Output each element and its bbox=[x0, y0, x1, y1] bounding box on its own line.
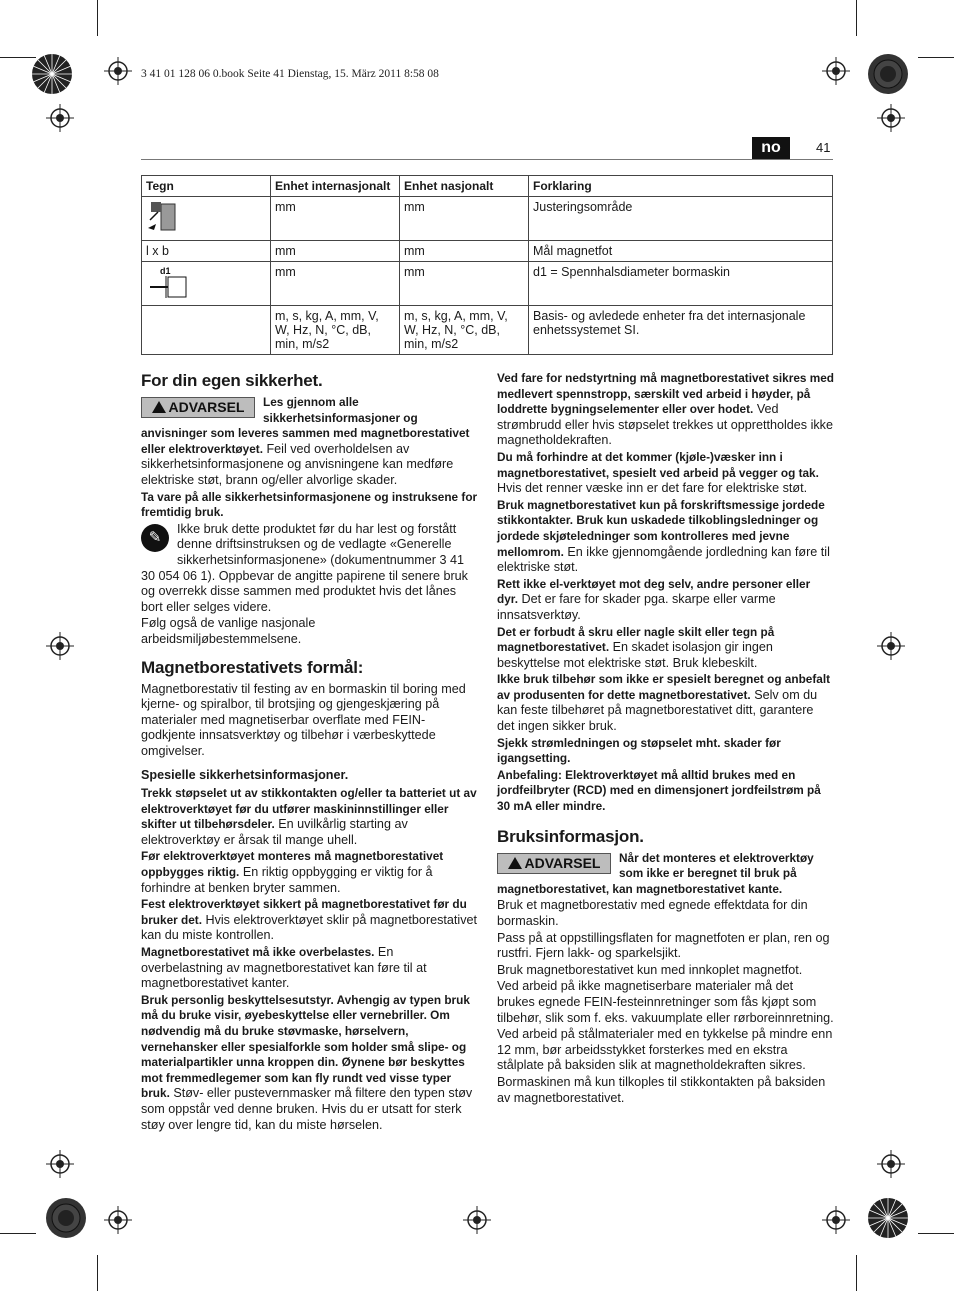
section-heading-purpose: Magnetborestativets formål: bbox=[141, 657, 364, 677]
paragraph: Magnetborestativ til festing av en bormaskin til boring med kjerne- og spiralbor, til brotsjing og gjengeskjæring på materialer med magnetiserbar overflate med FEIN-godkjente innsatsverktøy og tilbehør i værbeskyttede omgivelser. bbox=[141, 681, 466, 758]
warning-triangle-icon bbox=[152, 401, 166, 413]
warning-badge: ADVARSEL bbox=[497, 853, 611, 874]
table-cell: mm bbox=[271, 197, 400, 241]
read-instructions-paragraph: ✎ Ikke bruk dette produktet før du har lest og forstått denne driftsinstruksen og de vedlagte «Generelle sikkerhetsinformasjonene» (dokumentnummer 3 41 30 054 06 1). Oppbevar de angitte papirene til senere bruk og overrekk disse sammen med produktet hvis det lånes bort eller selges videre. bbox=[141, 521, 468, 614]
table-cell: Basis- og avledede enheter fra det internasjonale enhetssystemet SI. bbox=[529, 306, 833, 355]
registration-crosshair-icon bbox=[877, 632, 905, 660]
table-cell: Mål magnetfot bbox=[529, 241, 833, 262]
paragraph: Bormaskinen må kun tilkoples til stikkontakten på baksiden av magnetborestativet. bbox=[497, 1074, 826, 1105]
right-column bbox=[497, 371, 834, 1107]
table-header: Forklaring bbox=[529, 176, 833, 197]
registration-crosshair-icon bbox=[104, 57, 132, 85]
registration-crosshair-icon bbox=[104, 1206, 132, 1234]
table-header: Tegn bbox=[142, 176, 271, 197]
paragraph: Bruk et magnetborestativ med egnede effektdata for din bormaskin. bbox=[497, 898, 808, 928]
paragraph: Sjekk strømledningen og støpselet mht. skader før igangsetting. bbox=[497, 735, 781, 766]
paragraph: Før elektroverktøyet monteres må magnetborestativet oppbygges riktig. En riktig oppbygging er viktig for å forhindre at benken bryter sammen. bbox=[141, 849, 444, 895]
paragraph: Bruk personlig beskyttelsesutstyr. Avhengig av typen bruk må du bruke visir, øyebeskyttelse eller vernebriller. Om nødvendig må du bruke støvmaske, hørselvern, vernehansker eller spesialforkle som holder små slipe- og materialpartikler unna kroppen din. Øynene bør beskyttes mot fremmedlegemer som kan fly rundt ved visse typer bruk. Støv- eller pustevernmasker må filtere den typen støv som oppstår ved denne bruken. Hvis du er utsatt for sterk støy over lengre tid, kan du miste hørselen. bbox=[141, 992, 473, 1132]
paragraph: Pass på at oppstillingsflaten for magnetfoten er plan, ren og rustfri. Fjern lakk- og sparkelsjikt. bbox=[497, 930, 830, 961]
registration-crosshair-icon bbox=[463, 1206, 491, 1234]
paragraph: Ta vare på alle sikkerhetsinformasjonene og instruksene for fremtidig bruk. bbox=[141, 489, 478, 520]
warning-paragraph: ADVARSEL Når det monteres et elektroverktøy som ikke er beregnet til bruk på magnetborestativet, kan magnetborestativet kante. bbox=[497, 850, 814, 896]
paragraph: Trekk støpselet ut av stikkontakten og/eller ta batteriet ut av elektroverktøyet før du utfører maskininnstillinger eller skifter ut tilbehørsdeler. En uvilkårlig starting av elektroverktøy er årsak til mange uhell. bbox=[141, 786, 477, 847]
section-heading-usage: Bruksinformasjon. bbox=[497, 826, 644, 846]
table-header: Enhet internasjonalt bbox=[271, 176, 400, 197]
paragraph: Anbefaling: Elektroverktøyet må alltid brukes med en jordfeilbryter (RCD) med en dimensjonert jordfeilstrøm på 30 mA eller mindre. bbox=[497, 767, 821, 814]
adjustment-range-icon bbox=[146, 200, 180, 234]
paragraph: Ved arbeid på ikke magnetiserbare materialer må det brukes egnede FEIN-festeinnretninger som fås kjøpt som tilbehør, slik som f. eks. vakuumplate eller rørboreinnretning. bbox=[497, 979, 834, 1025]
registration-crosshair-icon bbox=[822, 1206, 850, 1234]
table-cell: mm bbox=[400, 262, 529, 306]
warning-paragraph: ADVARSEL Les gjennom alle sikkerhetsinformasjoner og anvisninger som leveres sammen med magnetborestativet eller elektroverktøyet. Feil ved overholdelsen av sikkerhetsinformasjonene og anvisningene kan medføre elektriske støt, brann og/eller alvorlige skader. bbox=[141, 395, 470, 487]
symbol-d1-label: d1 bbox=[160, 266, 171, 276]
warning-badge: ADVARSEL bbox=[141, 397, 255, 418]
header-rule bbox=[141, 159, 833, 160]
registration-crosshair-icon bbox=[822, 57, 850, 85]
page-number: 41 bbox=[816, 140, 831, 155]
table-cell-symbol bbox=[142, 197, 271, 241]
paragraph: Bruk magnetborestativet kun med innkoplet magnetfot. bbox=[497, 962, 803, 977]
table-cell-symbol bbox=[142, 262, 271, 306]
table-cell: l x b bbox=[142, 241, 271, 262]
table-header-row bbox=[142, 176, 833, 197]
paragraph: Følg også de vanlige nasjonale arbeidsmiljøbestemmelsene. bbox=[141, 616, 316, 646]
table-cell: d1 = Spennhalsdiameter bormaskin bbox=[529, 262, 833, 306]
table-row bbox=[142, 241, 833, 262]
language-tab: no bbox=[752, 137, 790, 159]
table-cell: mm bbox=[271, 262, 400, 306]
paragraph: Ved fare for nedstyrtning må magnetborestativet sikres med medlevert spennstropp, særskilt ved arbeid i høyder, på loddrette bygningselementer eller over hodet. Ved strømbrudd eller hvis støpselet trekkes ut opprettholdes ikke magnetholdekraften. bbox=[497, 371, 834, 448]
registration-target-icon bbox=[866, 1196, 910, 1240]
registration-crosshair-icon bbox=[877, 104, 905, 132]
paragraph: Magnetborestativet må ikke overbelastes. En overbelastning av magnetborestativet kan føre til at magnetborestativet kanter. bbox=[141, 945, 427, 991]
paragraph: Ved arbeid på stålmaterialer med en tykkelse på mindre enn 12 mm, bør arbeidsstykket forsterkes med en ekstra stålplate på baksiden slik at magnetholdekraften sikres. bbox=[497, 1027, 833, 1073]
table-header: Enhet nasjonalt bbox=[400, 176, 529, 197]
registration-crosshair-icon bbox=[46, 632, 74, 660]
table-cell: m, s, kg, A, mm, V, W, Hz, N, °C, dB, min, m/s2 bbox=[271, 306, 400, 355]
subheading-special-safety: Spesielle sikkerhetsinformasjoner. bbox=[141, 768, 349, 783]
section-heading-safety: For din egen sikkerhet. bbox=[141, 371, 323, 390]
registration-crosshair-icon bbox=[46, 104, 74, 132]
table-cell: mm bbox=[271, 241, 400, 262]
print-slug: 3 41 01 128 06 0.book Seite 41 Dienstag, 15. März 2011 8:58 08 bbox=[141, 68, 439, 80]
table-cell: Justeringsområde bbox=[529, 197, 833, 241]
paragraph: Det er forbudt å skru eller nagle skilt eller tegn på magnetborestativet. En skadet isolasjon gir ingen beskyttelse mot elektriske støt. Bruk klebeskilt. bbox=[497, 624, 775, 670]
table-cell bbox=[142, 306, 271, 355]
units-table bbox=[141, 175, 833, 355]
table-row bbox=[142, 197, 833, 241]
read-manual-icon: ✎ bbox=[141, 524, 169, 552]
registration-crosshair-icon bbox=[877, 1150, 905, 1178]
registration-target-icon bbox=[44, 1196, 88, 1240]
registration-target-icon bbox=[30, 52, 74, 96]
registration-crosshair-icon bbox=[46, 1150, 74, 1178]
spindle-collar-diameter-icon bbox=[146, 265, 190, 299]
table-cell: mm bbox=[400, 241, 529, 262]
table-cell: mm bbox=[400, 197, 529, 241]
paragraph: Bruk magnetborestativet kun på forskriftsmessige jordede stikkontakter. Bruk kun uskadede tilkoblingsledninger og jordede skjøteledninger som kontrolleres med jevne mellomrom. En ikke gjennomgående jordledning kan føre til elektriske støt. bbox=[497, 497, 830, 575]
table-cell: m, s, kg, A, mm, V, W, Hz, N, °C, dB, min, m/s2 bbox=[400, 306, 529, 355]
paragraph: Du må forhindre at det kommer (kjøle-)væsker inn i magnetborestativet, spesielt ved arbeid på vegger og tak. Hvis det renner væske inn er det fare for elektriske støt. bbox=[497, 449, 819, 496]
left-column bbox=[141, 371, 478, 1134]
table-row bbox=[142, 262, 833, 306]
table-row bbox=[142, 306, 833, 355]
paragraph: Fest elektroverktøyet sikkert på magnetborestativet før du bruker det. Hvis elektroverktøyet sklir på magnetborestativet kan du miste kontrollen. bbox=[141, 897, 478, 943]
registration-target-icon bbox=[866, 52, 910, 96]
paragraph: Ikke bruk tilbehør som ikke er spesielt beregnet og anbefalt av produsenten for dette magnetborestativet. Selv om du kan feste tilbehøret på magnetborestativet ditt, garantere det ingen sikker bruk. bbox=[497, 672, 831, 734]
paragraph: Rett ikke el-verktøyet mot deg selv, andre personer eller dyr. Det er fare for skader pga. skarpe eller varme innsatsverktøy. bbox=[497, 576, 811, 622]
warning-triangle-icon bbox=[508, 857, 522, 869]
